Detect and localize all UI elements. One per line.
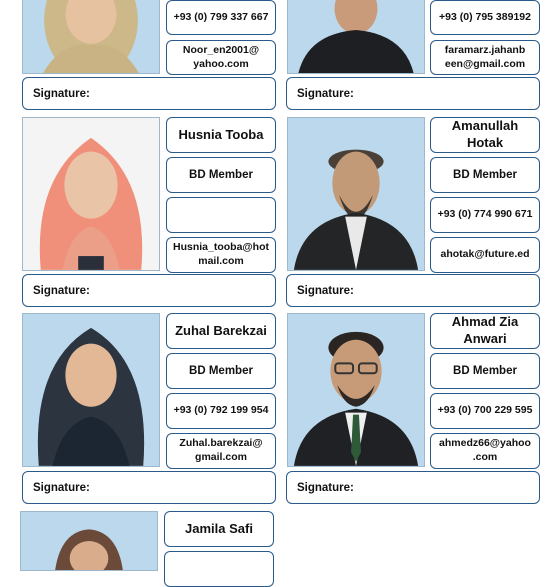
email-field: Zuhal.barekzai@ gmail.com: [166, 433, 276, 469]
phone-field: +93 (0) 799 337 667: [166, 0, 276, 35]
member-photo-4: [287, 117, 425, 271]
member-photo-6: [287, 313, 425, 467]
email-field: ahotak@future.ed: [430, 237, 540, 273]
phone-field: +93 (0) 795 389192: [430, 0, 540, 35]
phone-field: +93 (0) 792 199 954: [166, 393, 276, 429]
signature-field[interactable]: Signature:: [286, 274, 540, 307]
email-field: Husnia_tooba@hot mail.com: [166, 237, 276, 273]
portrait-headscarf-image: [21, 512, 157, 570]
portrait-man-glasses-image: [288, 314, 424, 466]
phone-field: +93 (0) 774 990 671: [430, 197, 540, 233]
member-photo-2: [287, 0, 425, 74]
email-field: faramarz.jahanb een@gmail.com: [430, 40, 540, 75]
phone-field: [166, 197, 276, 233]
member-role: [164, 551, 274, 587]
member-name: Zuhal Barekzai: [166, 313, 276, 349]
member-role: BD Member: [430, 353, 540, 389]
signature-field[interactable]: Signature:: [22, 77, 276, 110]
portrait-man-image: [288, 0, 424, 73]
portrait-pink-headscarf-image: [23, 118, 159, 270]
member-name: Amanullah Hotak: [430, 117, 540, 153]
member-role: BD Member: [430, 157, 540, 193]
email-field: ahmedz66@yahoo .com: [430, 433, 540, 469]
portrait-man-suit-image: [288, 118, 424, 270]
member-name: Ahmad Zia Anwari: [430, 313, 540, 349]
portrait-headscarf-image: [23, 0, 159, 73]
phone-field: +93 (0) 700 229 595: [430, 393, 540, 429]
member-name: Husnia Tooba: [166, 117, 276, 153]
member-photo-7: [20, 511, 158, 571]
member-role: BD Member: [166, 157, 276, 193]
member-photo-3: [22, 117, 160, 271]
member-role: BD Member: [166, 353, 276, 389]
member-name: Jamila Safi: [164, 511, 274, 547]
portrait-dark-headscarf-image: [23, 314, 159, 466]
member-photo-5: [22, 313, 160, 467]
signature-field[interactable]: Signature:: [286, 77, 540, 110]
signature-field[interactable]: Signature:: [286, 471, 540, 504]
signature-field[interactable]: Signature:: [22, 471, 276, 504]
member-photo-1: [22, 0, 160, 74]
signature-field[interactable]: Signature:: [22, 274, 276, 307]
email-field: Noor_en2001@ yahoo.com: [166, 40, 276, 75]
